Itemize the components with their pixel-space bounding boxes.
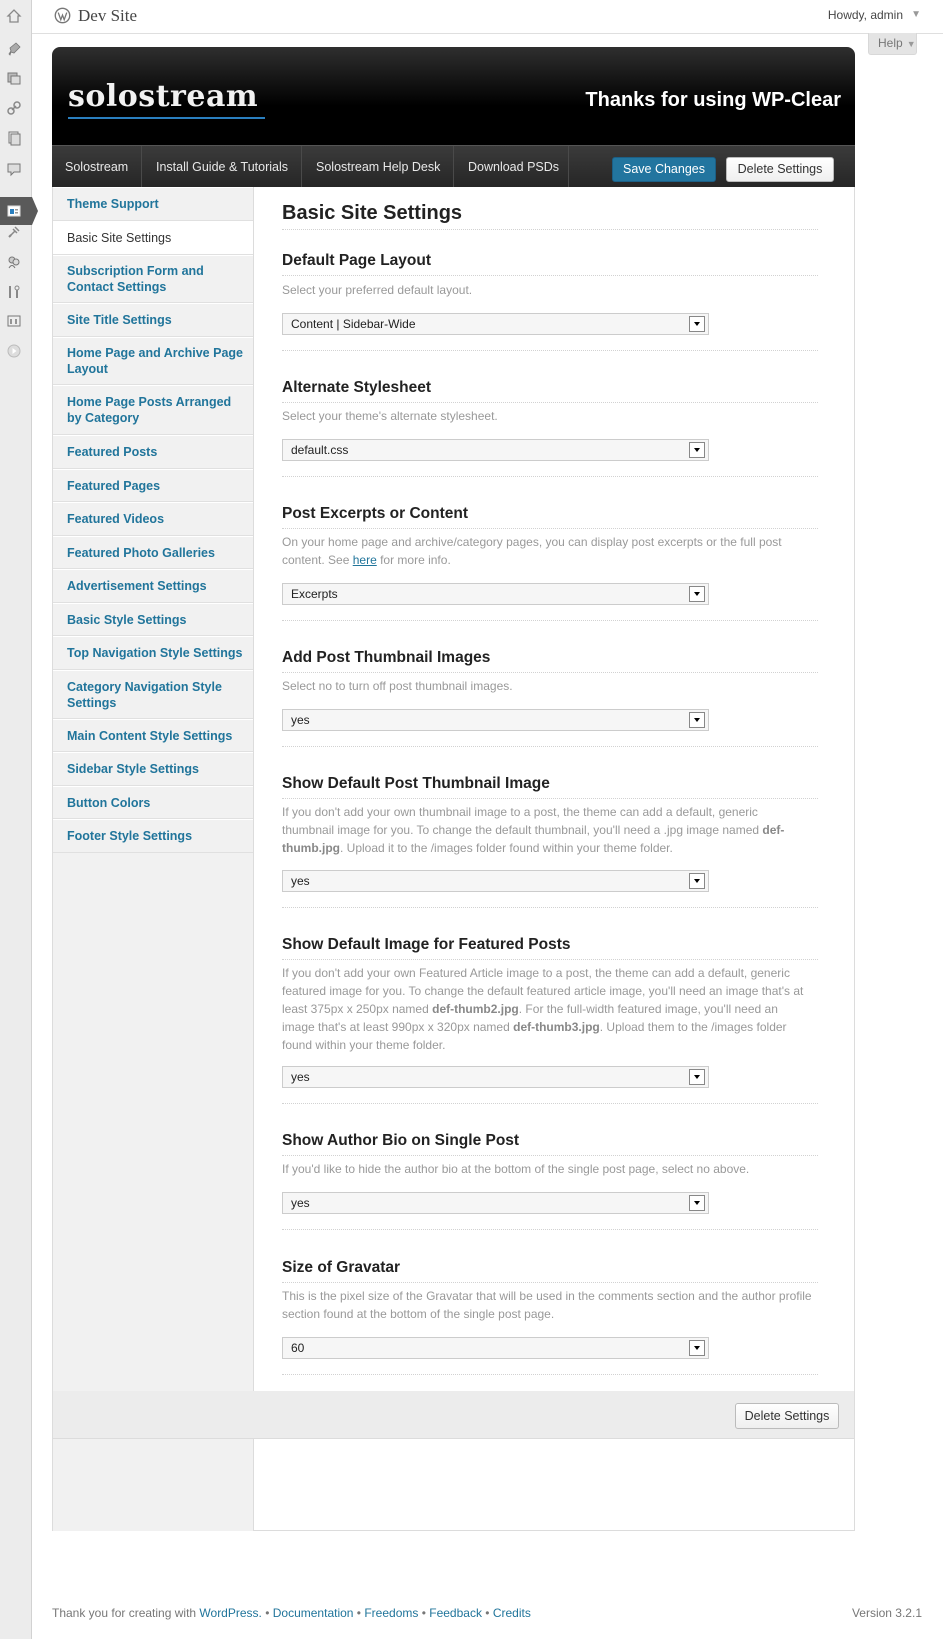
nav-link-solostream[interactable]: Solostream (65, 160, 129, 174)
section-title-author-bio: Show Author Bio on Single Post (282, 1132, 520, 1149)
posts-icon[interactable] (0, 35, 28, 63)
sidebar-item-basic-style[interactable]: Basic Style Settings (53, 603, 253, 636)
version-text: Version 3.2.1 (851, 1606, 922, 1620)
section-desc-default-page-layout: Select your preferred default layout. (282, 283, 473, 297)
help-arrow-icon: ▼ (906, 39, 916, 49)
sidebar-item-home-archive-layout[interactable]: Home Page and Archive Page Layout (53, 337, 253, 385)
divider (282, 275, 818, 276)
options-footer-bar (52, 1391, 855, 1439)
desc-filename: def-thumb.jpg (282, 823, 785, 855)
alternate-stylesheet-select[interactable] (282, 439, 709, 461)
theme-nav-bar (52, 145, 855, 187)
wordpress-logo-icon[interactable] (54, 7, 71, 24)
dropdown-arrow-icon (689, 712, 705, 728)
sidebar-item-basic-site-settings[interactable]: Basic Site Settings (53, 221, 253, 255)
banner-tagline: Thanks for using WP-Clear (585, 89, 841, 111)
dashboard-icon[interactable] (0, 2, 28, 30)
sidebar-item-featured-posts[interactable]: Featured Posts (53, 435, 253, 469)
sidebar-item-featured-pages[interactable]: Featured Pages (53, 469, 253, 502)
user-menu-arrow-icon[interactable]: ▼ (911, 9, 921, 20)
footer-sep: • (481, 1606, 493, 1620)
howdy-user-menu[interactable]: Howdy, admin (827, 8, 903, 22)
default-thumbnail-select[interactable] (282, 870, 709, 892)
section-title-gravatar-size: Size of Gravatar (282, 1259, 401, 1276)
select-value: yes (291, 713, 310, 727)
dropdown-arrow-icon (689, 316, 705, 332)
select-value: Excerpts (291, 587, 338, 601)
divider (282, 798, 818, 799)
desc-filename: def-thumb2.jpg (432, 1002, 519, 1016)
divider (282, 672, 818, 673)
author-bio-select[interactable] (282, 1192, 709, 1214)
settings-icon[interactable] (0, 307, 28, 335)
footer-sep: • (261, 1606, 273, 1620)
nav-divider (301, 146, 302, 188)
sidebar-item-sidebar-style[interactable]: Sidebar Style Settings (53, 752, 253, 786)
dropdown-arrow-icon (689, 442, 705, 458)
logo-underline (68, 117, 265, 119)
select-value: 60 (291, 1341, 305, 1355)
sidebar-item-theme-support[interactable]: Theme Support (53, 187, 253, 221)
sidebar-item-button-colors[interactable]: Button Colors (53, 786, 253, 819)
section-title-post-excerpts: Post Excerpts or Content (282, 505, 469, 522)
section-title-default-thumbnail: Show Default Post Thumbnail Image (282, 775, 550, 792)
select-value: yes (291, 1196, 310, 1210)
nav-divider (141, 146, 142, 188)
admin-menu (0, 0, 32, 1639)
footer-thanks: Thank you for creating with (52, 1606, 200, 1620)
dropdown-arrow-icon (689, 1340, 705, 1356)
nav-link-help-desk[interactable]: Solostream Help Desk (316, 160, 441, 174)
section-desc-default-thumbnail (282, 803, 812, 857)
divider (282, 402, 818, 403)
divider (282, 907, 818, 908)
divider (282, 528, 818, 529)
wp-footer (52, 1606, 922, 1620)
section-desc-gravatar-size: This is the pixel size of the Gravatar that will be used in the comments section and the author profile section found at the bottom of the single post page. (282, 1289, 812, 1321)
footer-link-documentation[interactable]: Documentation (272, 1606, 354, 1620)
sidebar-item-main-content-style[interactable]: Main Content Style Settings (53, 719, 253, 752)
divider (282, 476, 818, 477)
divider (282, 620, 818, 621)
nav-link-download-psds[interactable]: Download PSDs (468, 160, 560, 174)
dropdown-arrow-icon (689, 1195, 705, 1211)
gravatar-size-select[interactable] (282, 1337, 709, 1359)
section-title-default-page-layout: Default Page Layout (282, 252, 431, 269)
divider (282, 1155, 818, 1156)
users-icon[interactable] (0, 248, 28, 276)
nav-divider (568, 146, 569, 188)
divider (282, 1103, 818, 1104)
footer-link-freedoms[interactable]: Freedoms (364, 1606, 419, 1620)
section-title-post-thumbnails: Add Post Thumbnail Images (282, 649, 491, 666)
desc-text: . Upload it to the /images folder found within your theme folder. (339, 841, 673, 855)
select-value: yes (291, 874, 310, 888)
solostream-logo: solostream (68, 79, 259, 114)
theme-options-panel (52, 47, 855, 1582)
desc-filename: def-thumb3.jpg (513, 1020, 600, 1034)
desc-text: . For the full-width featured image, you'll need an image that's at least 990px x 320px named (282, 1002, 778, 1034)
divider (282, 959, 818, 960)
sidebar-item-subscription-form[interactable]: Subscription Form and Contact Settings (53, 255, 253, 303)
divider (282, 229, 818, 230)
help-label: Help (878, 36, 903, 50)
divider (282, 1229, 818, 1230)
sidebar-item-footer-style[interactable]: Footer Style Settings (53, 819, 253, 853)
pages-icon[interactable] (0, 124, 28, 152)
select-value: Content | Sidebar-Wide (291, 317, 416, 331)
section-desc-featured-default-image (282, 964, 812, 1054)
sidebar-item-advertisement[interactable]: Advertisement Settings (53, 569, 253, 603)
delete-settings-button-bottom[interactable]: Delete Settings (735, 1403, 839, 1429)
section-desc-post-excerpts (282, 533, 812, 569)
desc-text: . Upload them to the /images folder found within your theme folder. (282, 1020, 787, 1052)
sidebar-item-site-title[interactable]: Site Title Settings (53, 303, 253, 337)
tools-icon[interactable] (0, 278, 28, 306)
section-title-alternate-stylesheet: Alternate Stylesheet (282, 379, 432, 396)
comments-icon[interactable] (0, 155, 28, 183)
nav-divider (453, 146, 454, 188)
sidebar-item-featured-videos[interactable]: Featured Videos (53, 502, 253, 536)
options-sidebar (53, 187, 254, 1531)
page-title: Basic Site Settings (282, 202, 463, 224)
section-desc-post-thumbnails: Select no to turn off post thumbnail images. (282, 679, 513, 693)
options-body (52, 187, 855, 1531)
links-icon[interactable] (0, 94, 28, 122)
divider (282, 746, 818, 747)
dropdown-arrow-icon (689, 586, 705, 602)
plugins-icon[interactable] (0, 218, 28, 246)
section-title-featured-default-image: Show Default Image for Featured Posts (282, 936, 571, 953)
save-changes-button[interactable]: Save Changes (612, 157, 716, 182)
section-desc-alternate-stylesheet: Select your theme's alternate stylesheet. (282, 409, 498, 423)
divider (282, 350, 818, 351)
delete-settings-button[interactable]: Delete Settings (726, 157, 834, 182)
collapse-icon[interactable] (0, 337, 28, 365)
theme-banner (52, 47, 855, 145)
admin-header (32, 0, 943, 34)
here-link[interactable]: here (352, 553, 377, 567)
divider (282, 1282, 818, 1283)
help-tab[interactable] (868, 33, 917, 55)
sidebar-item-top-navigation-style[interactable]: Top Navigation Style Settings (53, 636, 253, 670)
post-excerpts-select[interactable] (282, 583, 709, 605)
desc-text: On your home page and archive/category pages, you can display post excerpts or the full post content. See (282, 535, 782, 567)
media-icon[interactable] (0, 64, 28, 92)
dropdown-arrow-icon (689, 1069, 705, 1085)
sidebar-item-featured-photo-galleries[interactable]: Featured Photo Galleries (53, 536, 253, 569)
footer-sep: • (353, 1606, 365, 1620)
post-thumbnails-select[interactable] (282, 709, 709, 731)
desc-text: If you don't add your own Featured Article image to a post, the theme can add a default, generic featured image for you. To change the default featured article image, you'll need an image that's at least 375px x 250px named (282, 966, 804, 1016)
sidebar-item-home-posts-by-category[interactable]: Home Page Posts Arranged by Category (53, 385, 253, 435)
divider (282, 1374, 818, 1375)
site-title[interactable]: Dev Site (78, 6, 138, 25)
select-value: yes (291, 1070, 310, 1084)
select-value: default.css (291, 443, 349, 457)
footer-link-feedback[interactable]: Feedback (429, 1606, 482, 1620)
dropdown-arrow-icon (689, 873, 705, 889)
featured-default-image-select[interactable] (282, 1066, 709, 1088)
footer-sep: • (418, 1606, 430, 1620)
default-page-layout-select[interactable] (282, 313, 709, 335)
footer-link-credits[interactable]: Credits (492, 1606, 531, 1620)
footer-link-wordpress[interactable]: WordPress. (199, 1606, 262, 1620)
desc-text: for more info. (376, 553, 451, 567)
nav-link-install-guide[interactable]: Install Guide & Tutorials (156, 160, 289, 174)
desc-text: If you don't add your own thumbnail image to a post, the theme can add a default, generic thumbnail image for you. To change the default thumbnail, you'll need a .jpg image named (282, 805, 763, 837)
sidebar-item-category-navigation-style[interactable]: Category Navigation Style Settings (53, 670, 253, 719)
section-desc-author-bio: If you'd like to hide the author bio at the bottom of the single post page, select no above. (282, 1162, 750, 1176)
